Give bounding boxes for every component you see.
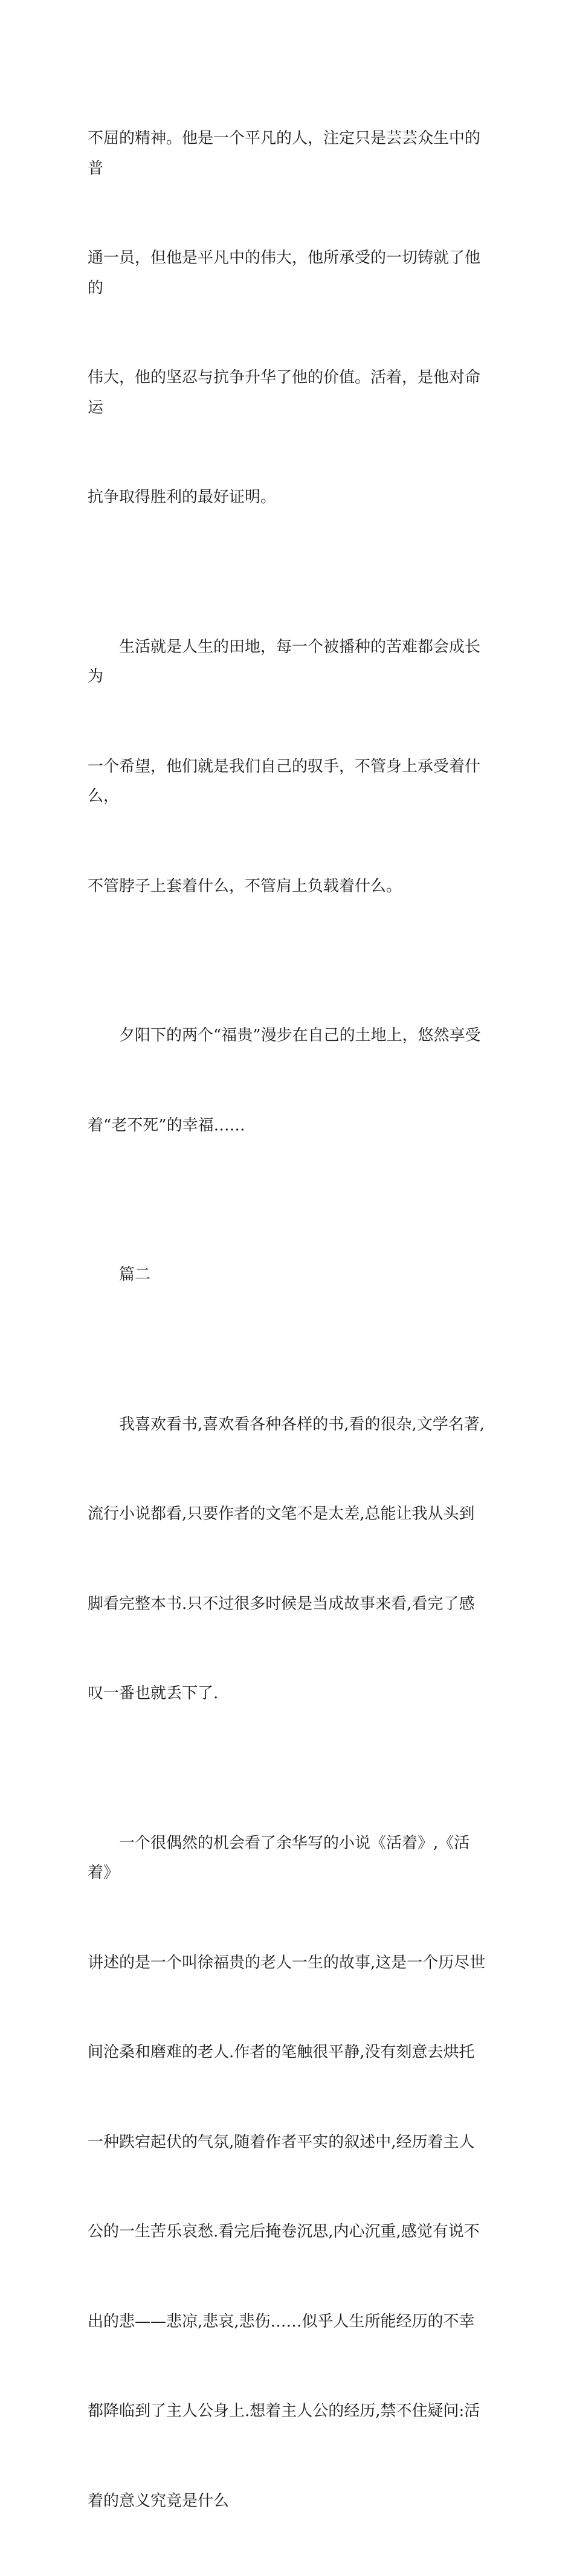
- text-line: 抗争取得胜利的最好证明。: [88, 483, 489, 513]
- paragraph-4: [88, 1350, 489, 1769]
- text-line: 一个很偶然的机会看了余华写的小说《活着》,《活着》: [88, 1829, 489, 1889]
- text-line: 我喜欢看书,喜欢看各种各样的书,看的很杂,文学名著,: [88, 1410, 489, 1440]
- text-line: 叹一番也就丢下了.: [88, 1679, 489, 1709]
- text-line: 夕阳下的两个“福贵”漫步在自己的土地上，悠然享受: [88, 1021, 489, 1051]
- document-body: [88, 64, 489, 2576]
- paragraph-1: [88, 64, 489, 573]
- text-line: 通一员，但他是平凡中的伟大，他所承受的一切铸就了他的: [88, 243, 489, 303]
- text-line: 脚看完整本书.只不过很多时候是当成故事来看,看完了感: [88, 1589, 489, 1620]
- paragraph-2: [88, 573, 489, 962]
- text-line: 不管脖子上套着什么，不管肩上负载着什么。: [88, 872, 489, 902]
- text-line: 间沧桑和磨难的老人.作者的笔触很平静,没有刻意去烘托: [88, 2038, 489, 2068]
- text-line: 公的一生苦乐哀愁.看完后掩卷沉思,内心沉重,感觉有说不: [88, 2217, 489, 2247]
- text-line: 生活就是人生的田地，每一个被播种的苦难都会成长为: [88, 633, 489, 692]
- text-line: 篇二: [88, 1260, 489, 1290]
- paragraph-3: [88, 961, 489, 1200]
- text-line: 着“老不死”的幸福……: [88, 1111, 489, 1141]
- text-line: 都降临到了主人公身上.想着主人公的经历,禁不住疑问:活: [88, 2397, 489, 2427]
- section-heading: [88, 1200, 489, 1350]
- text-line: 出的悲——悲凉,悲哀,悲伤……似乎人生所能经历的不幸: [88, 2307, 489, 2337]
- text-line: 讲述的是一个叫徐福贵的老人一生的故事,这是一个历尽世: [88, 1948, 489, 1979]
- text-line: 一个希望，他们就是我们自己的驭手，不管身上承受着什么，: [88, 752, 489, 812]
- text-line: 一种跌宕起伏的气氛,随着作者平实的叙述中,经历着主人: [88, 2128, 489, 2158]
- paragraph-5: [88, 1769, 489, 2576]
- text-line: 伟大，他的坚忍与抗争升华了他的价值。活着，是他对命运: [88, 363, 489, 423]
- text-line: 着的意义究竟是什么: [88, 2487, 489, 2517]
- document-page: [0, 0, 574, 812]
- text-line: 流行小说都看,只要作者的文笔不是太差,总能让我从头到: [88, 1499, 489, 1530]
- text-line: 不屈的精神。他是一个平凡的人，注定只是芸芸众生中的普: [88, 124, 489, 184]
